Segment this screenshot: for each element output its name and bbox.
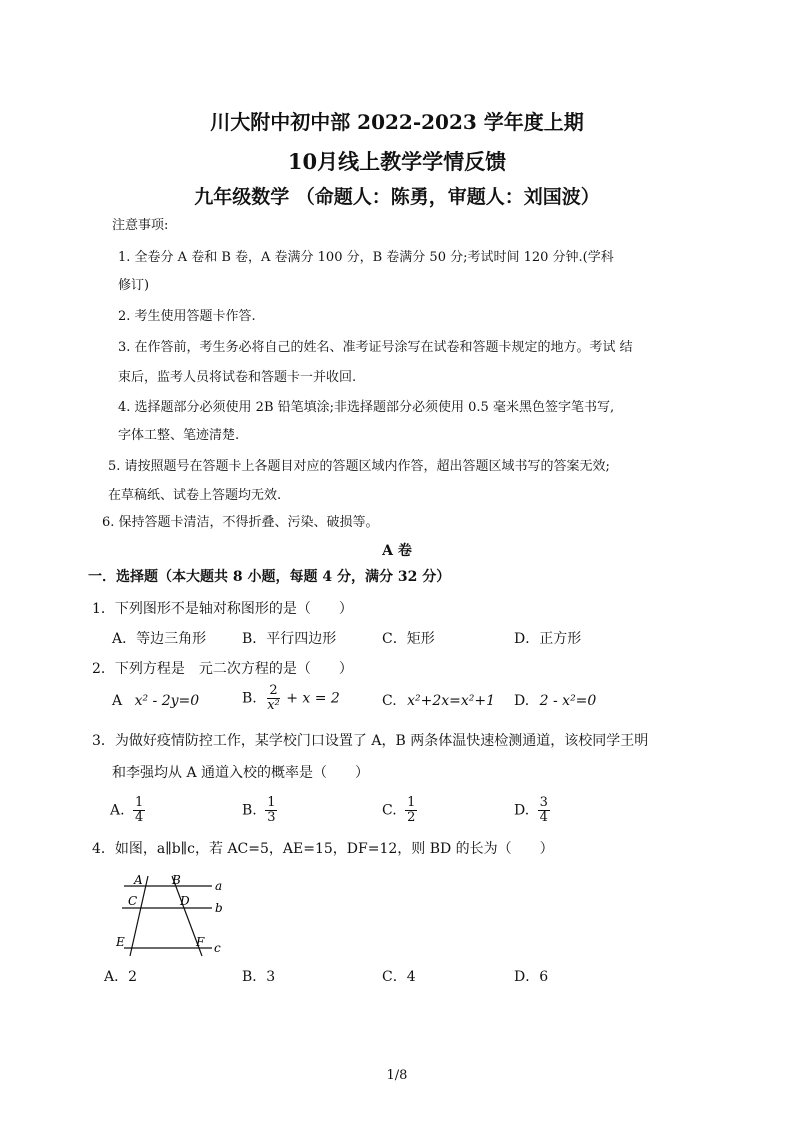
- exam-title: 10月线上教学学情反馈: [287, 149, 507, 174]
- notice-line: 字体工整、笔迹清楚.: [118, 428, 240, 443]
- numerator: 1: [267, 795, 276, 810]
- option-label: C.: [382, 802, 397, 819]
- q4-option-d: D．6: [514, 969, 549, 985]
- option-expression: x² - 2y=0: [134, 693, 200, 709]
- denominator: 4: [539, 810, 548, 825]
- denominator: 2: [407, 810, 416, 825]
- option-label: B.: [242, 802, 257, 819]
- fraction: [265, 684, 282, 713]
- q3-option-b: [242, 796, 277, 825]
- q1-option-c: C．矩形: [382, 631, 435, 647]
- section-one-heading: 一．选择题（本大题共 8 小题，每题 4 分，满分 32 分）: [88, 569, 451, 585]
- option-label: A: [112, 693, 123, 709]
- point-label-f: F: [196, 935, 205, 949]
- option-expression: + x = 2: [286, 690, 340, 707]
- notice-heading: 注意事项:: [112, 218, 169, 233]
- numerator: 3: [539, 795, 548, 810]
- question-1-stem: 1．下列图形不是轴对称图形的是（ ）: [92, 601, 353, 617]
- point-label-a: A: [134, 873, 143, 887]
- page-number: 1/8: [386, 1068, 408, 1083]
- option-label: A.: [110, 802, 125, 819]
- notice-line: 束后，监考人员将试卷和答题卡一并收回.: [118, 370, 357, 385]
- option-expression: x²+2x=x²+1: [407, 693, 496, 709]
- q4-option-b: B．3: [242, 969, 276, 985]
- option-label: D.: [514, 802, 530, 819]
- q4-option-c: C．4: [382, 969, 416, 985]
- point-label-c: C: [128, 894, 138, 908]
- denominator: x²: [267, 698, 280, 713]
- notice-line: 6. 保持答题卡清洁，不得折叠、污染、破损等。: [102, 515, 379, 530]
- point-label-b: B: [172, 873, 181, 887]
- question-3-stem-line2: 和李强均从 A 通道入校的概率是（ ）: [112, 765, 370, 781]
- question-3-stem-line1: 3．为做好疫情防控工作，某学校门口设置了 A，B 两条体温快速检测通道，该校同学王明: [92, 733, 649, 749]
- q4-option-a: A．2: [104, 969, 138, 985]
- section-a-heading: A 卷: [382, 543, 412, 559]
- q2-option-c: [382, 693, 495, 709]
- q3-option-c: [382, 796, 417, 825]
- notice-line: 3. 在作答前，考生务必将自己的姓名、准考证号涂写在试卷和答题卡规定的地方。考试 结: [118, 340, 633, 355]
- fraction: [538, 796, 550, 825]
- fraction: [405, 796, 417, 825]
- question-2-stem: 2．下列方程是 元二次方程的是（ ）: [92, 661, 353, 677]
- numerator: 1: [407, 795, 416, 810]
- line-label-c: c: [214, 941, 221, 955]
- option-label: B.: [242, 690, 257, 707]
- option-label: D.: [514, 693, 530, 709]
- fraction: [133, 796, 145, 825]
- line-label-a: a: [215, 879, 223, 893]
- q2-option-b: [242, 684, 340, 713]
- line-label-b: b: [215, 901, 223, 915]
- q2-option-d: [514, 693, 596, 709]
- exam-subtitle: 九年级数学 （命题人：陈勇，审题人：刘国波）: [194, 186, 600, 208]
- notice-line: 修订): [118, 278, 150, 293]
- parallel-lines-figure: [110, 870, 230, 960]
- question-4-stem: 4．如图，a∥b∥c，若 AC=5，AE=15，DF=12，则 BD 的长为（ ）: [92, 841, 554, 857]
- point-label-e: E: [116, 935, 125, 949]
- denominator: 4: [135, 810, 144, 825]
- fraction: [265, 796, 277, 825]
- q1-option-d: D．正方形: [514, 631, 582, 647]
- notice-line: 2. 考生使用答题卡作答.: [118, 309, 256, 324]
- point-label-d: D: [180, 894, 190, 908]
- q3-option-a: [110, 796, 145, 825]
- notice-line: 5. 请按照题号在答题卡上各题目对应的答题区域内作答，超出答题区域书写的答案无效;: [108, 459, 610, 474]
- q2-option-a: [112, 693, 199, 709]
- denominator: 3: [267, 810, 276, 825]
- q1-option-a: A．等边三角形: [112, 631, 207, 647]
- option-expression: 2 - x²=0: [539, 693, 597, 709]
- numerator: 2: [269, 683, 278, 698]
- notice-line: 4. 选择题部分必须使用 2B 铅笔填涂;非选择题部分必须使用 0.5 毫米黑色签字笔书写,: [118, 400, 615, 415]
- notice-line: 在草稿纸、试卷上答题均无效.: [108, 488, 282, 503]
- transversal-ae: [130, 876, 148, 956]
- option-label: C.: [382, 693, 397, 709]
- notice-line: 1. 全卷分 A 卷和 B 卷，A 卷满分 100 分，B 卷满分 50 分;考试时间 120 分钟.(学科: [118, 250, 614, 265]
- exam-school-title: 川大附中初中部 2022-2023 学年度上期: [210, 110, 584, 134]
- q1-option-b: B．平行四边形: [242, 631, 337, 647]
- numerator: 1: [135, 795, 144, 810]
- q3-option-d: [514, 796, 550, 825]
